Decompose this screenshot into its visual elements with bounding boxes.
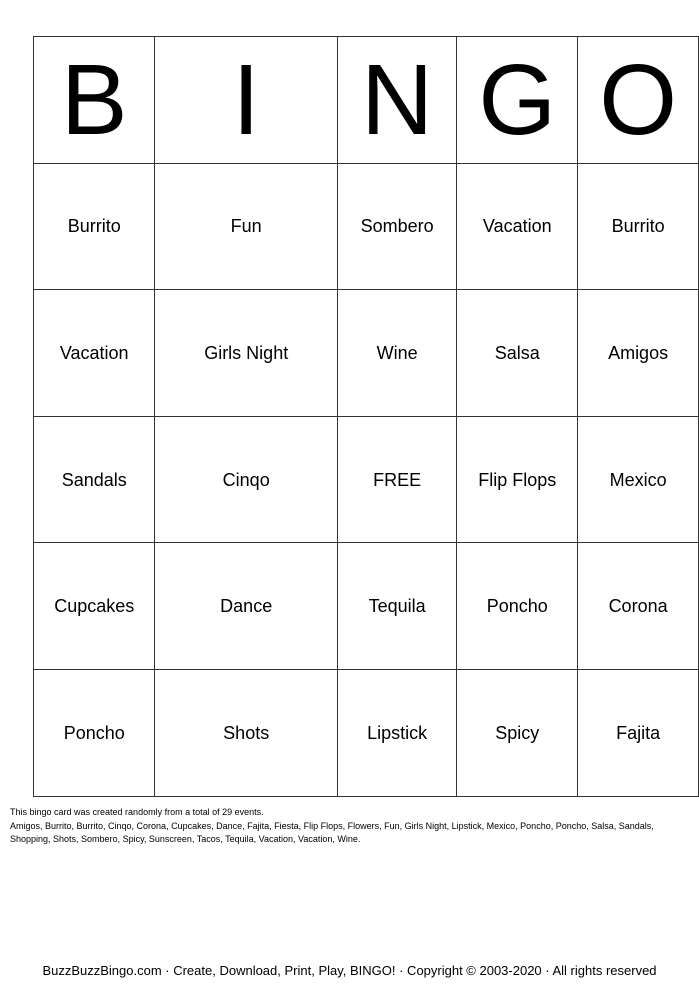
bingo-cell[interactable]: Wine — [337, 290, 456, 417]
bingo-cell[interactable]: Spicy — [457, 669, 578, 796]
bingo-cell[interactable]: Shots — [155, 669, 337, 796]
bingo-cell[interactable]: Sandals — [34, 416, 155, 543]
card-row — [34, 543, 699, 670]
bingo-cell[interactable]: Fajita — [578, 669, 699, 796]
bingo-cell[interactable]: Cupcakes — [34, 543, 155, 670]
bingo-cell[interactable]: Lipstick — [337, 669, 456, 796]
bingo-cell[interactable]: Cinqo — [155, 416, 337, 543]
bingo-cell[interactable]: Salsa — [457, 290, 578, 417]
header-letter: G — [457, 37, 578, 164]
bingo-card — [33, 36, 699, 797]
bingo-cell[interactable]: Mexico — [578, 416, 699, 543]
bingo-cell[interactable]: Tequila — [337, 543, 456, 670]
bingo-cell[interactable]: Vacation — [34, 290, 155, 417]
bingo-cell[interactable]: Dance — [155, 543, 337, 670]
info-summary: This bingo card was created randomly from a total of 29 events. — [10, 807, 264, 817]
bingo-cell[interactable]: Vacation — [457, 163, 578, 290]
bingo-cell[interactable]: Amigos — [578, 290, 699, 417]
header-letter: I — [155, 37, 337, 164]
bingo-cell[interactable]: Burrito — [578, 163, 699, 290]
card-row — [34, 669, 699, 796]
header-row — [34, 37, 699, 164]
header-letter: O — [578, 37, 699, 164]
card-row — [34, 416, 699, 543]
card-info — [10, 806, 695, 847]
header-letter: B — [34, 37, 155, 164]
bingo-cell[interactable]: Poncho — [457, 543, 578, 670]
bingo-cell[interactable]: Flip Flops — [457, 416, 578, 543]
info-events: Amigos, Burrito, Burrito, Cinqo, Corona, Cupcakes, Dance, Fajita, Fiesta, Flip Flops, Flowers, Fun, Girls Night, Lipstick, Mexico, Poncho, Poncho, Salsa, Sandals, Shopping, Shots, Sombero, Spicy, Sunscreen, Tacos, Tequila, Vacation, Vacation, Wine. — [10, 820, 654, 844]
card-row — [34, 290, 699, 417]
footer: BuzzBuzzBingo.com · Create, Download, Print, Play, BINGO! · Copyright © 2003-2020 · All rights reserved — [42, 963, 657, 978]
bingo-cell[interactable]: Girls Night — [155, 290, 337, 417]
bingo-cell[interactable]: Fun — [155, 163, 337, 290]
bingo-cell[interactable]: Corona — [578, 543, 699, 670]
bingo-cell[interactable]: Sombero — [337, 163, 456, 290]
bingo-cell[interactable]: Poncho — [34, 669, 155, 796]
card-row — [34, 163, 699, 290]
bingo-cell[interactable]: Burrito — [34, 163, 155, 290]
header-letter: N — [337, 37, 456, 164]
bingo-cell[interactable]: FREE — [337, 416, 456, 543]
